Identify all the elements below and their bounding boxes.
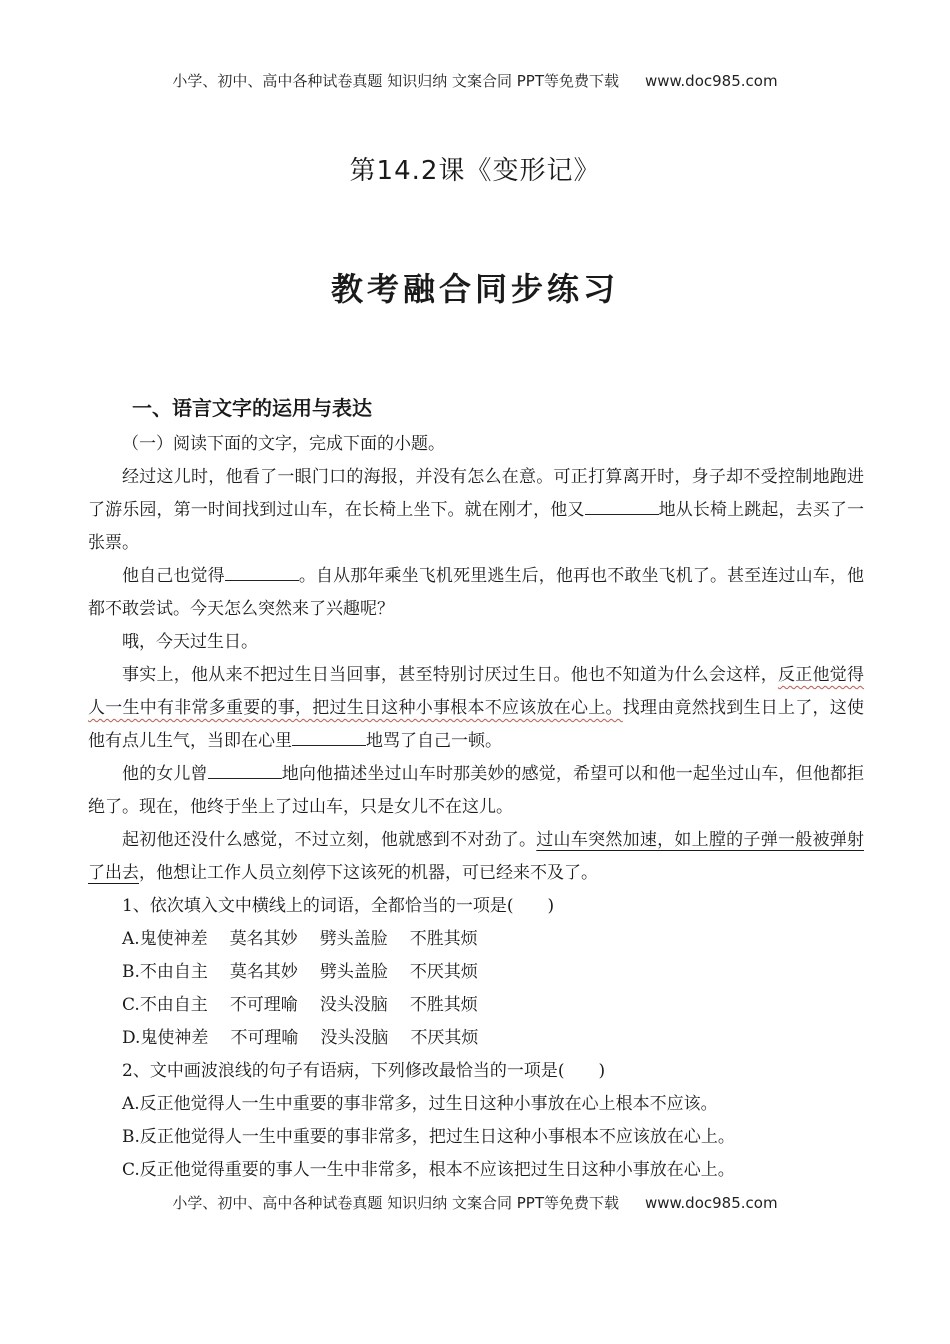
page-header bbox=[0, 70, 950, 91]
section-heading: 一、语言文字的运用与表达 bbox=[132, 396, 372, 420]
paragraph-2: 他自己也觉得 。自从那年乘坐飞机死里逃生后，他再也不敢坐飞机了。甚至连过山车，他都不敢尝试。今天怎么突然来了兴趣呢？ bbox=[88, 566, 865, 619]
lesson-title: 第14.2课《变形记》 bbox=[349, 156, 601, 186]
intro-line: （一）阅读下面的文字，完成下面的小题。 bbox=[122, 434, 445, 454]
header-text: 小学、初中、高中各种试卷真题 知识归纳 文案合同 PPT等免费下载 bbox=[172, 72, 619, 90]
footer-site-link[interactable]: www.doc985.com bbox=[644, 1194, 778, 1212]
blank-2 bbox=[225, 564, 299, 581]
paragraph-3: 哦，今天过生日。 bbox=[122, 632, 258, 652]
paragraph-1: 经过这儿时，他看了一眼门口的海报，并没有怎么在意。可正打算离开时，身子却不受控制地跑进了游乐园，第一时间找到过山车，在长椅上坐下。就在刚才，他又 地从长椅上跳起，去买了一张票。 bbox=[88, 467, 865, 553]
blank-1 bbox=[585, 498, 659, 515]
question-2-option-c[interactable]: C.反正他觉得重要的事人一生中非常多，根本不应该把过生日这种小事放在心上。 bbox=[122, 1160, 735, 1180]
footer-text: 小学、初中、高中各种试卷真题 知识归纳 文案合同 PPT等免费下载 bbox=[172, 1194, 619, 1212]
article-body bbox=[88, 428, 864, 1187]
question-1-stem: 1、依次填入文中横线上的词语，全都恰当的一项是( ) bbox=[122, 896, 555, 916]
underlined-sentence: 过山车突然加速，如上膛的子弹一般被弹射了出去 bbox=[88, 830, 865, 883]
paragraph-5: 他的女儿曾 地向他描述坐过山车时那美妙的感觉，希望可以和他一起坐过山车，但他都拒绝了。现在，他终于坐上了过山车，只是女儿不在这儿。 bbox=[88, 764, 865, 817]
question-2-option-b[interactable]: B.反正他觉得人一生中重要的事非常多，把过生日这种小事根本不应该放在心上。 bbox=[122, 1127, 735, 1147]
paragraph-6: 起初他还没什么感觉，不过立刻，他就感到不对劲了。过山车突然加速，如上膛的子弹一般被弹射了出去，他想让工作人员立刻停下这该死的机器，可已经来不及了。 bbox=[88, 830, 865, 883]
question-2-stem: 2、文中画波浪线的句子有语病，下列修改最恰当的一项是( ) bbox=[122, 1061, 606, 1081]
question-1-option-a[interactable]: A.鬼使神差 莫名其妙 劈头盖脸 不胜其烦 bbox=[122, 929, 478, 949]
question-1-option-c[interactable]: C.不由自主 不可理喻 没头没脑 不胜其烦 bbox=[122, 995, 478, 1015]
question-1-option-d[interactable]: D.鬼使神差 不可理喻 没头没脑 不厌其烦 bbox=[122, 1028, 479, 1048]
header-site-link[interactable]: www.doc985.com bbox=[644, 72, 778, 90]
paragraph-4: 事实上，他从来不把过生日当回事，甚至特别讨厌过生日。他也不知道为什么会这样，反正他觉得人一生中有非常多重要的事，把过生日这种小事根本不应该放在心上。找理由竟然找到生日上了，这使他有点儿生气，当即在心里 地骂了自己一顿。 bbox=[88, 665, 865, 751]
blank-3 bbox=[292, 729, 366, 746]
wavy-sentence: 反正他觉得人一生中有非常多重要的事，把过生日这种小事根本不应该放在心上。 bbox=[88, 665, 865, 718]
question-1-option-b[interactable]: B.不由自主 莫名其妙 劈头盖脸 不厌其烦 bbox=[122, 962, 478, 982]
exercise-title: 教考融合同步练习 bbox=[330, 270, 619, 308]
page-footer bbox=[0, 1192, 950, 1213]
blank-4 bbox=[208, 762, 282, 779]
question-2-option-a[interactable]: A.反正他觉得人一生中重要的事非常多，过生日这种小事放在心上根本不应该。 bbox=[122, 1094, 718, 1114]
